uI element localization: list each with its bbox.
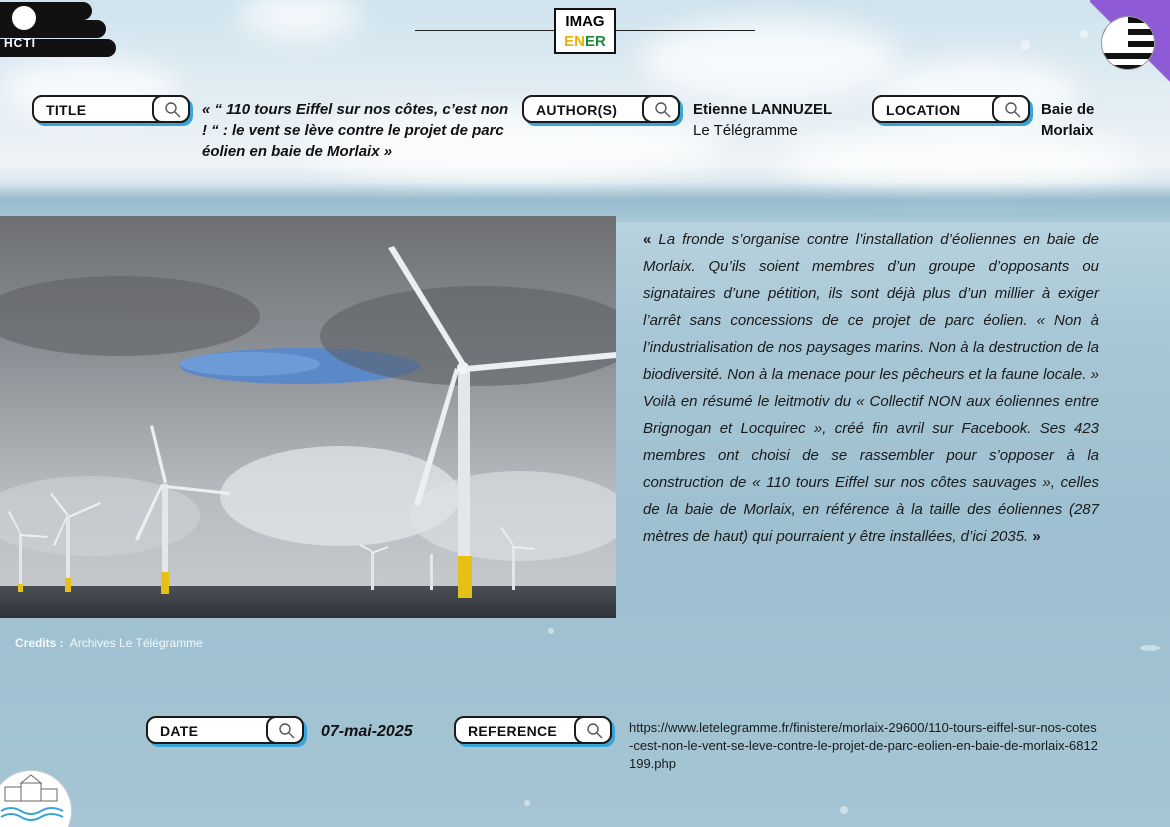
bubble	[1080, 30, 1088, 38]
title-label: TITLE	[46, 102, 87, 118]
author-label: AUTHOR(S)	[536, 102, 618, 118]
author-name: Etienne LANNUZEL	[693, 101, 833, 118]
hcti-logo	[0, 0, 120, 60]
location-value: Baie de Morlaix	[1041, 101, 1095, 139]
logo-emblem-icon	[10, 4, 38, 32]
quote-open: «	[643, 231, 652, 248]
credits-label: Credits :	[15, 636, 64, 650]
title-search-button[interactable]	[152, 95, 190, 123]
bubble	[548, 628, 554, 634]
reference-label: REFERENCE	[468, 723, 558, 739]
credits-value: Archives Le Télégramme	[69, 636, 203, 650]
bubble	[840, 806, 848, 814]
reference-url[interactable]: https://www.letelegramme.fr/finistere/morlaix-29600/110-tours-eiffel-sur-nos-cotes-cest-non-le-vent-se-leve-contre-le-projet-de-parc-eolien-en-baie-de-morlaix-6812199.php	[629, 720, 1098, 771]
title-value: « “ 110 tours Eiffel sur nos côtes, c’est non ! “ : le vent se lève contre le projet de parc éolien en baie de Morlaix »	[202, 101, 509, 160]
search-icon	[654, 101, 672, 119]
location-field	[872, 95, 1030, 123]
search-icon	[586, 722, 604, 740]
quote-text: La fronde s’organise contre l’installation d’éoliennes en baie de Morlaix. Qu’ils soient membres d’un groupe d’opposants ou signataires d’une pétition, ils sont déjà plus d’un millier à exiger l’arrêt sans concessions de ce projet de parc éolien. « Non à l’industrialisation de nos paysages marins. Non à la destruction de la biodiversité. Non à la menace pour les pêcheurs et la faune locale. » Voilà en résumé le leitmotiv du « Collectif NON aux éoliennes entre Brignogan et Locquirec », créé fin avril sur Facebook. Ses 423 membres ont choisi de se rassembler pour s’opposer à la construction de « 110 tours Eiffel sur nos côtes sauvages », celles de la baie de Morlaix, en référence à la taille des éoliennes (287 mètres de haut) qui pourraient y être installées, d’ici 2035.	[643, 231, 1100, 545]
author-field	[522, 95, 680, 123]
logo-text: HCTI	[4, 36, 36, 50]
date-field	[146, 716, 304, 744]
search-icon	[164, 101, 182, 119]
brand-line2: ENER	[564, 33, 606, 50]
bubble	[524, 800, 530, 806]
divider-right	[616, 30, 755, 31]
bubble	[1020, 40, 1030, 50]
brand-line1: IMAG	[565, 13, 605, 30]
bubble	[1140, 645, 1160, 651]
date-label: DATE	[160, 723, 199, 739]
article-quote	[643, 226, 1099, 550]
quote-close: »	[1032, 528, 1041, 545]
search-icon	[1004, 101, 1022, 119]
title-field	[32, 95, 190, 123]
imagener-logo	[554, 8, 616, 54]
seal-logo	[0, 770, 72, 827]
reference-field	[454, 716, 612, 744]
reference-search-button[interactable]	[574, 716, 612, 744]
date-search-button[interactable]	[266, 716, 304, 744]
author-search-button[interactable]	[642, 95, 680, 123]
divider-left	[415, 30, 554, 31]
wind-turbine-photo	[0, 216, 616, 618]
cloud	[640, 20, 900, 100]
location-search-button[interactable]	[992, 95, 1030, 123]
cloud	[240, 0, 360, 40]
breton-flag-icon	[1101, 16, 1155, 70]
date-value: 07-mai-2025	[321, 723, 413, 740]
author-org: Le Télégramme	[693, 122, 798, 139]
search-icon	[278, 722, 296, 740]
location-label: LOCATION	[886, 102, 961, 118]
photo-credits	[15, 636, 203, 650]
